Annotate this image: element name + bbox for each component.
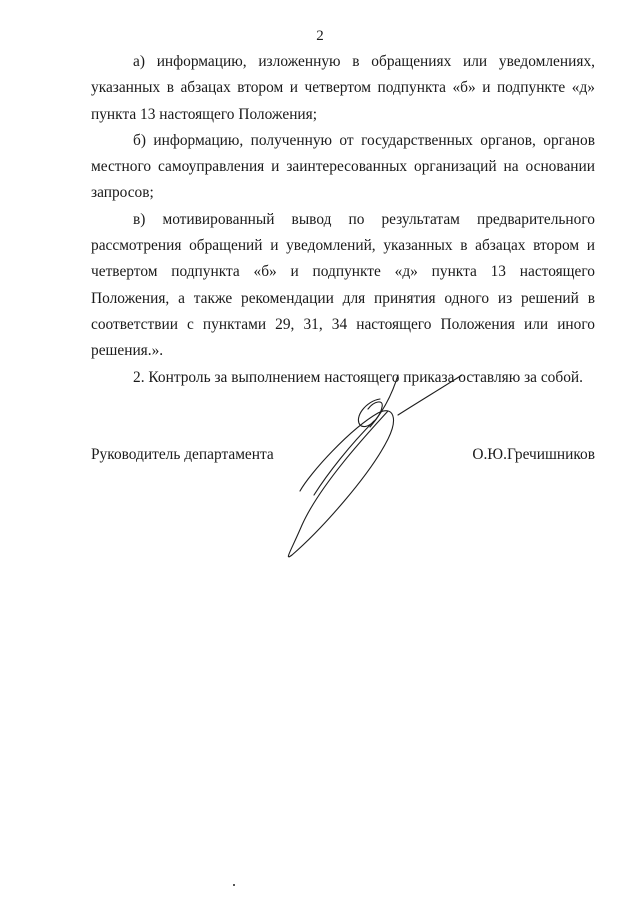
handwritten-signature <box>270 365 480 565</box>
signer-title: Руководитель департамента <box>91 446 274 463</box>
paragraph-v: в) мотивированный вывод по результатам предварительного рассмотрения обращений и уведомлений, указанных в абзацах втором и четвертом подпункта «б» и подпункте «д» пункта 13 настоящего Положения, а также рекомендации для принятия одного из решений в соответствии с пунктами 29, 31, 34 настоящего Положения или иного решения.». <box>91 210 595 360</box>
document-body <box>91 49 595 391</box>
scan-artifact-dot <box>233 884 235 886</box>
paragraph-b: б) информацию, полученную от государственных органов, органов местного самоуправления и заинтересованных организаций на основании запросов; <box>91 131 595 202</box>
page-number: 2 <box>316 28 324 44</box>
signer-name: О.Ю.Гречишников <box>472 446 595 463</box>
paragraph-control: 2. Контроль за выполнением настоящего приказа оставляю за собой. <box>133 368 583 386</box>
paragraph-a: а) информацию, изложенную в обращениях или уведомлениях, указанных в абзацах втором и четвертом подпункта «б» и подпункте «д» пункта 13 настоящего Положения; <box>91 53 595 123</box>
